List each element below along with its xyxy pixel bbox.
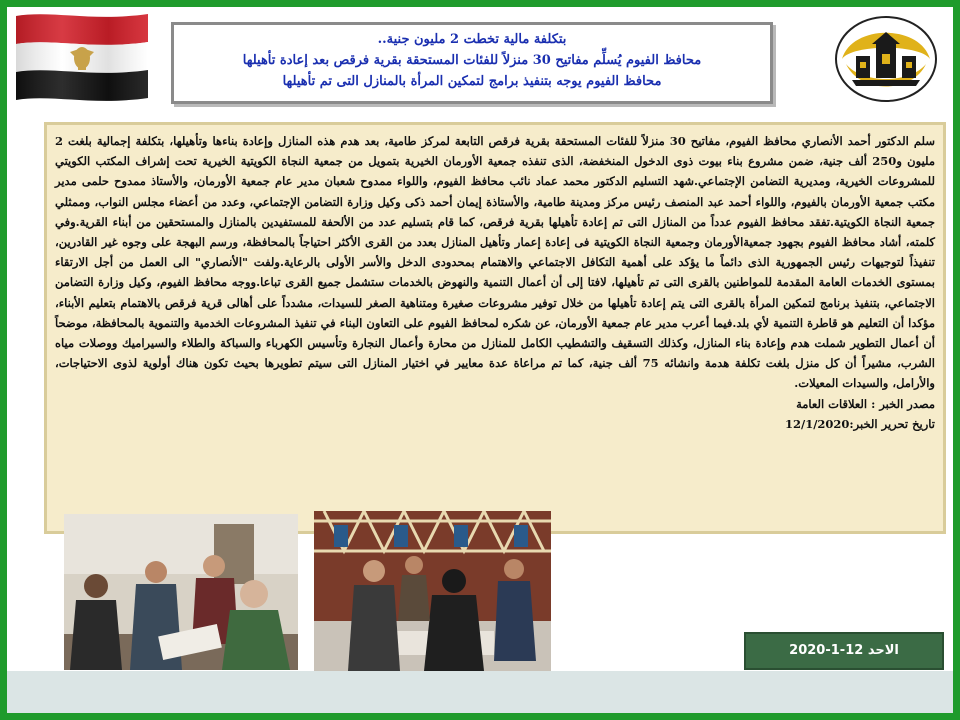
headline-box xyxy=(171,22,773,104)
date-badge: الاحد 12-1-2020 xyxy=(744,632,944,670)
event-photo-handover xyxy=(314,511,551,671)
news-date: تاريخ تحرير الخبر:12/1/2020 xyxy=(784,416,935,431)
footer-band xyxy=(7,671,953,713)
article-body: سلم الدكتور أحمد الأنصاري محافظ الفيوم، مفاتيح 30 منزلاً للفئات المستحقة بقرية فرقص التابعة لمركز طامية، بعد هدم هذه المنازل وإعادة بناءها وتأهيلها، بتكلفة إجمالية بلغت 2 مليون و250 ألف جنية، ضمن مشروع بناء بيوت ذوى الدخول المنخفضة، الذى تنفذه جمعية الأورمان الخيرية بتمويل من جمعية النجاة الكويتية الخيرية تحت إشراف المكتب الكويتي للمشروعات الخيرية، ومديرية التضامن الإجتماعي.شهد التسليم الدكتور محمد عماد نائب محافظ الفيوم، واللواء ممدوح شعبان مدير عام جمعية الأورمان، والأستاذ ممدوح حلمى مدير مكتب جمعية الأورمان بالفيوم، واللواء أحمد عبد المنصف رئيس مركز ومدينة طامية، والأستاذة إيمان أحمد ذكى وكيل وزارة التضامن الإجتماعي، وعدد من أعضاء مجلس النواب، وممثلي جمعية النجاة الكويتية.تفقد محافظ الفيوم عدداً من المنازل التى تم إعادة تأهيلها بقرية فرقص، كما قام بتسليم عدد من الألحفة للمستفيدين بالمنازل والمستحقين من أبناء القرية.وفي كلمته، أشاد محافظ الفيوم بجهود جمعيةالأورمان وجمعية النجاة الكويتية فى إعادة إعمار وتأهيل المنازل بعدد من القرى الأكثر احتياجاً بالمحافظة، ورسم البهجة على وجوه غير القادرين، تنفيذاً لتوجيهات رئيس الجمهورية الذى دائماً ما يؤكد على أهمية التكافل الاجتماعي والاهتمام بمحدودى الدخل والأسر الأولى بالرعاية.ولفت "الأنصاري" الى العمل من أجل الارتقاء بمستوى الخدمات العامة المقدمة للمواطنين بالقرى التى تم تأهيلها، لافتا إلى أن أعمال التنمية والنهوض بالخدمات ستشمل جميع القرى تباعا.ووجه محافظ الفيوم، وكيل وزارة التضامن الاجتماعي، بتنفيذ برنامج لتمكين المرأة بالقرى التى يتم إعادة تأهيلها من خلال توفير مشروعات صغيرة ومتناهية الصغر للسيدات، مشدداً على أهالى قرية فرقص بالاهتمام بتعليم الأبناء، مؤكدا أن التعليم هو قاطرة التنمية لأي بلد.فيما أعرب مدير عام جمعية الأورمان، عن شكره لمحافظ الفيوم على التعاون البناء في تنفيذ المشروعات الخدمية والتنموية بالمحافظة، موضحاً أن أعمال التطوير شملت هدم وإعادة بناء المنازل، وكذلك التسقيف والتشطيب الكامل للمنازل من محارة وأعمال النجارة وتأسيس الكهرباء والسباكة والطلاء والسيراميك ووصلات مياه الشرب، مشيراً أن كل منزل بلغت تكلفة هدمة وانشائه 75 ألف جنية، كما تم مراعاة عدة معايير في اختيار المنازل التى سيتم تطويرها بحيث تكون هناك أولوية لذوى الاحتياجات، والأرامل، والسيدات المعيلات. xyxy=(55,134,936,391)
egypt-flag-image xyxy=(12,8,152,108)
fayoum-governorate-logo xyxy=(832,14,940,104)
article-panel xyxy=(44,122,946,534)
headline-line-1: بتكلفة مالية تخطت 2 مليون جنية.. xyxy=(377,32,567,47)
headline-line-2: محافظ الفيوم يُسلِّم مفاتيح 30 منزلاً للفئات المستحقة بقرية فرقص بعد إعادة تأهيلها xyxy=(242,53,702,68)
headline-line-3: محافظ الفيوم يوجه بتنفيذ برامج لتمكين المرأة بالمنازل التى تم تأهيلها xyxy=(282,74,662,89)
event-photo-inspection xyxy=(64,514,298,670)
news-source: مصدر الخبر : العلاقات العامة xyxy=(796,396,935,411)
